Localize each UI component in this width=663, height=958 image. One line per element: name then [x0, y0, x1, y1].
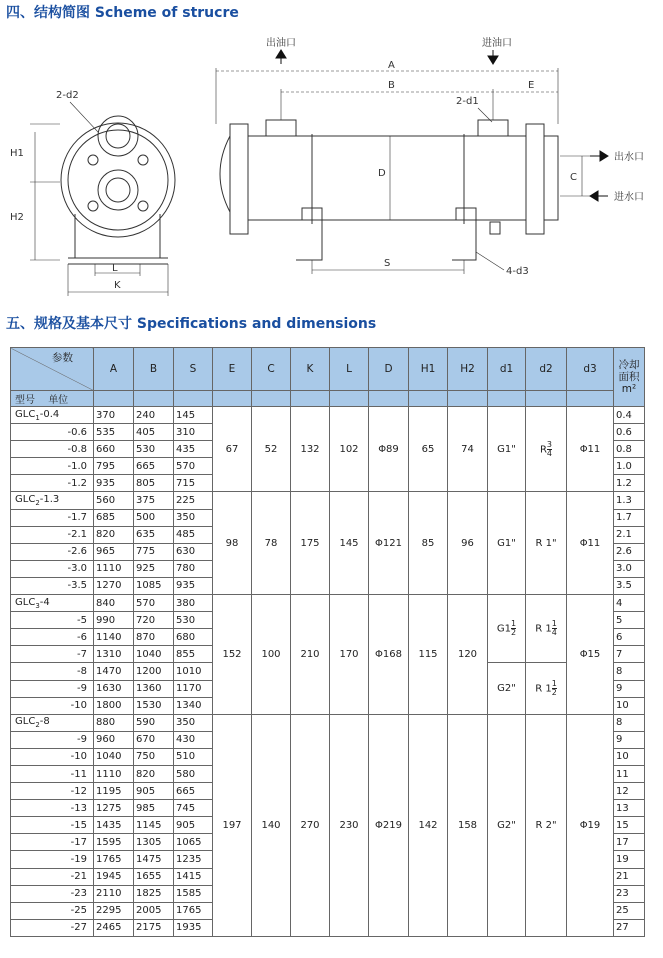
model-cell: -6: [11, 629, 94, 646]
cell-A: 1140: [94, 629, 134, 646]
cell-H2: 120: [448, 595, 488, 715]
fraction-denominator: 2: [551, 688, 557, 698]
col-H2: H2: [448, 348, 488, 391]
label-l: L: [112, 263, 118, 274]
cell-S: 1170: [174, 680, 213, 697]
model-cell: -23: [11, 885, 94, 902]
cell-B: 775: [134, 543, 174, 560]
cell-d3: Φ19: [567, 714, 614, 936]
cell-area: 23: [614, 885, 645, 902]
cell-d2: [526, 663, 567, 714]
col-D: D: [369, 348, 409, 391]
col-C: C: [252, 348, 291, 391]
cell-S: 510: [174, 748, 213, 765]
model-cell: -12: [11, 783, 94, 800]
cell-B: 2175: [134, 919, 174, 936]
model-cell: -1.2: [11, 475, 94, 492]
cell-A: 1765: [94, 851, 134, 868]
cell-B: 405: [134, 424, 174, 441]
cell-C: 78: [252, 492, 291, 595]
model-cell: -3.0: [11, 560, 94, 577]
section-heading-specs: 五、规格及基本尺寸 Specifications and dimensions: [6, 316, 377, 332]
unit-row: [11, 391, 645, 407]
cell-A: 935: [94, 475, 134, 492]
corner-unit: 单位: [48, 395, 69, 406]
label-2-d1: 2-d1: [456, 96, 479, 107]
model-cell: [11, 407, 94, 424]
cell-area: 9: [614, 731, 645, 748]
table-row: [11, 407, 645, 424]
cell-C: 52: [252, 407, 291, 492]
cell-A: 1595: [94, 834, 134, 851]
fraction-base: R: [539, 444, 547, 456]
model-cell: -0.8: [11, 441, 94, 458]
label-c: C: [570, 172, 577, 183]
cell-S: 225: [174, 492, 213, 509]
cell-S: 1340: [174, 697, 213, 714]
cell-S: 1765: [174, 902, 213, 919]
table-row: [11, 714, 645, 731]
cell-E: 98: [213, 492, 252, 595]
cell-B: 1655: [134, 868, 174, 885]
cell-B: 820: [134, 765, 174, 782]
fraction-numerator: 1: [551, 619, 557, 629]
cell-S: 780: [174, 560, 213, 577]
model-cell: -10: [11, 748, 94, 765]
col-L: L: [330, 348, 369, 391]
cell-area: 1.0: [614, 458, 645, 475]
cell-A: 1470: [94, 663, 134, 680]
col-B: B: [134, 348, 174, 391]
model-cell: -25: [11, 902, 94, 919]
col-S: S: [174, 348, 213, 391]
cell-A: 1195: [94, 783, 134, 800]
cell-B: 570: [134, 595, 174, 612]
cell-S: 380: [174, 595, 213, 612]
model-cell: -19: [11, 851, 94, 868]
cell-A: 560: [94, 492, 134, 509]
cell-d2: [526, 595, 567, 663]
model-subscript: 2: [35, 499, 40, 508]
cell-E: 197: [213, 714, 252, 936]
model-cell: -10: [11, 697, 94, 714]
cell-A: 660: [94, 441, 134, 458]
cell-area: 0.4: [614, 407, 645, 424]
cell-A: 1630: [94, 680, 134, 697]
cell-S: 1235: [174, 851, 213, 868]
side-view: [216, 68, 600, 274]
structure-drawing: [0, 24, 663, 314]
cell-A: 990: [94, 612, 134, 629]
label-b: B: [388, 80, 395, 91]
fraction: [552, 680, 557, 697]
label-oil-out: 出油口: [266, 38, 296, 49]
cell-area: 5: [614, 612, 645, 629]
model-cell: -27: [11, 919, 94, 936]
corner-param: 参数: [52, 352, 73, 364]
cell-area: 15: [614, 817, 645, 834]
cell-B: 1530: [134, 697, 174, 714]
cell-area: 25: [614, 902, 645, 919]
model-prefix: GLC: [15, 408, 36, 420]
cell-area: 9: [614, 680, 645, 697]
cell-B: 1200: [134, 663, 174, 680]
cell-K: 175: [291, 492, 330, 595]
cell-B: 665: [134, 458, 174, 475]
cell-d1: G2": [488, 663, 526, 714]
front-view: [30, 102, 175, 296]
cell-area: 3.0: [614, 560, 645, 577]
cell-S: 350: [174, 714, 213, 731]
model-prefix: GLC: [15, 494, 36, 506]
cell-S: 1065: [174, 834, 213, 851]
cell-B: 635: [134, 526, 174, 543]
cell-d2: R 1": [526, 492, 567, 595]
cell-D: Φ219: [369, 714, 409, 936]
cell-S: 1010: [174, 663, 213, 680]
model-cell: -11: [11, 765, 94, 782]
cell-S: 935: [174, 577, 213, 594]
model-cell: -1.7: [11, 509, 94, 526]
label-2-d2: 2-d2: [56, 90, 79, 101]
model-cell: -8: [11, 663, 94, 680]
model-suffix: -8: [39, 716, 50, 728]
cell-H1: 85: [409, 492, 448, 595]
cell-area: 4: [614, 595, 645, 612]
cell-B: 905: [134, 783, 174, 800]
cell-A: 2110: [94, 885, 134, 902]
cell-area: 8: [614, 714, 645, 731]
cell-L: 230: [330, 714, 369, 936]
cell-A: 1110: [94, 560, 134, 577]
model-cell: [11, 595, 94, 612]
cell-S: 530: [174, 612, 213, 629]
cell-S: 905: [174, 817, 213, 834]
cell-S: 665: [174, 783, 213, 800]
cell-S: 745: [174, 800, 213, 817]
front-view-labels: [10, 90, 121, 291]
cell-A: 1435: [94, 817, 134, 834]
cell-S: 680: [174, 629, 213, 646]
cell-A: 965: [94, 543, 134, 560]
col-d1: d1: [488, 348, 526, 391]
cell-H1: 65: [409, 407, 448, 492]
area-header-line3: m²: [621, 383, 637, 395]
cell-d1: G2": [488, 714, 526, 936]
label-a: A: [388, 60, 395, 71]
label-k: K: [114, 280, 121, 291]
cell-A: 840: [94, 595, 134, 612]
cell-E: 152: [213, 595, 252, 715]
cell-B: 805: [134, 475, 174, 492]
cell-B: 590: [134, 714, 174, 731]
cell-B: 1360: [134, 680, 174, 697]
cell-D: Φ168: [369, 595, 409, 715]
cell-area: 13: [614, 800, 645, 817]
cell-B: 1085: [134, 577, 174, 594]
fraction: [511, 620, 516, 637]
cell-A: 1945: [94, 868, 134, 885]
cell-C: 100: [252, 595, 291, 715]
label-d: D: [378, 168, 386, 179]
fraction-denominator: 4: [551, 628, 557, 638]
cell-B: 870: [134, 629, 174, 646]
model-subscript: 3: [35, 601, 40, 610]
corner-cell: [11, 348, 94, 391]
label-s: S: [384, 258, 391, 269]
fraction: [552, 620, 557, 637]
model-cell: -21: [11, 868, 94, 885]
model-cell: [11, 714, 94, 731]
cell-S: 430: [174, 731, 213, 748]
cell-d3: Φ15: [567, 595, 614, 715]
cell-d2: R 2": [526, 714, 567, 936]
cell-A: 1275: [94, 800, 134, 817]
cell-S: 1935: [174, 919, 213, 936]
fraction-base: R 1: [535, 683, 552, 695]
cell-area: 27: [614, 919, 645, 936]
cell-S: 145: [174, 407, 213, 424]
header-row: [11, 348, 645, 391]
cell-area: 11: [614, 765, 645, 782]
cell-B: 750: [134, 748, 174, 765]
model-cell: -9: [11, 731, 94, 748]
cell-S: 1585: [174, 885, 213, 902]
fraction-denominator: 4: [546, 448, 553, 458]
model-cell: -7: [11, 646, 94, 663]
model-cell: -13: [11, 800, 94, 817]
cell-S: 580: [174, 765, 213, 782]
cell-A: 370: [94, 407, 134, 424]
cell-area: 0.8: [614, 441, 645, 458]
cell-L: 102: [330, 407, 369, 492]
fraction-denominator: 2: [511, 628, 517, 638]
cell-area: 10: [614, 748, 645, 765]
model-cell: [11, 492, 94, 509]
cell-S: 350: [174, 509, 213, 526]
model-cell: -17: [11, 834, 94, 851]
section-heading-scheme: 四、结构简图 Scheme of strucre: [6, 5, 239, 21]
col-E: E: [213, 348, 252, 391]
cell-K: 210: [291, 595, 330, 715]
cell-A: 2295: [94, 902, 134, 919]
cell-area: 19: [614, 851, 645, 868]
cell-area: 12: [614, 783, 645, 800]
model-suffix: -0.4: [39, 408, 60, 420]
cell-B: 2005: [134, 902, 174, 919]
corner-model: 型号: [15, 395, 35, 406]
cell-area: 0.6: [614, 424, 645, 441]
cell-S: 1415: [174, 868, 213, 885]
model-cell: -5: [11, 612, 94, 629]
cell-B: 240: [134, 407, 174, 424]
cell-S: 435: [174, 441, 213, 458]
cell-B: 375: [134, 492, 174, 509]
cell-d1: G1": [488, 407, 526, 492]
model-cell: -15: [11, 817, 94, 834]
area-header-line2: 面积: [618, 371, 640, 383]
model-cell: -0.6: [11, 424, 94, 441]
cell-d3: Φ11: [567, 492, 614, 595]
model-subscript: 1: [35, 413, 40, 422]
cell-area: 6: [614, 629, 645, 646]
cell-area: 2.1: [614, 526, 645, 543]
cell-area: 2.6: [614, 543, 645, 560]
cell-A: 880: [94, 714, 134, 731]
cell-A: 1800: [94, 697, 134, 714]
cell-d2: [526, 407, 567, 492]
cell-area: 1.3: [614, 492, 645, 509]
label-h1: H1: [10, 148, 24, 159]
cell-d1: [488, 595, 526, 663]
cell-H2: 96: [448, 492, 488, 595]
cell-B: 1040: [134, 646, 174, 663]
fraction-base: G1: [496, 623, 512, 635]
model-cell: -9: [11, 680, 94, 697]
model-cell: -2.1: [11, 526, 94, 543]
col-A: A: [94, 348, 134, 391]
cell-S: 715: [174, 475, 213, 492]
model-prefix: GLC: [15, 716, 36, 728]
table-row: [11, 595, 645, 612]
fraction-numerator: 3: [546, 439, 553, 449]
cell-B: 500: [134, 509, 174, 526]
model-suffix: -1.3: [39, 494, 60, 506]
cell-A: 960: [94, 731, 134, 748]
cell-E: 67: [213, 407, 252, 492]
side-view-labels: [266, 36, 644, 277]
label-h2: H2: [10, 212, 24, 223]
cell-C: 140: [252, 714, 291, 936]
cell-L: 170: [330, 595, 369, 715]
cell-area: 17: [614, 834, 645, 851]
cell-A: 1270: [94, 577, 134, 594]
label-water-out: 出水口: [614, 152, 644, 163]
cell-A: 1040: [94, 748, 134, 765]
cell-H2: 74: [448, 407, 488, 492]
label-4-d3: 4-d3: [506, 266, 529, 277]
cell-S: 485: [174, 526, 213, 543]
cell-S: 570: [174, 458, 213, 475]
model-cell: -1.0: [11, 458, 94, 475]
model-suffix: -4: [39, 596, 50, 608]
cell-B: 925: [134, 560, 174, 577]
cell-A: 1110: [94, 765, 134, 782]
model-subscript: 2: [35, 721, 40, 730]
col-area: [614, 348, 645, 407]
cell-d1: G1": [488, 492, 526, 595]
cell-B: 1475: [134, 851, 174, 868]
table-row: [11, 492, 645, 509]
cell-S: 630: [174, 543, 213, 560]
spec-table: [10, 347, 645, 937]
area-header-line1: 冷却: [618, 359, 640, 371]
cell-K: 132: [291, 407, 330, 492]
cell-B: 1305: [134, 834, 174, 851]
cell-B: 530: [134, 441, 174, 458]
label-oil-in: 进油口: [482, 38, 512, 49]
col-H1: H1: [409, 348, 448, 391]
cell-S: 310: [174, 424, 213, 441]
cell-H1: 115: [409, 595, 448, 715]
cell-area: 10: [614, 697, 645, 714]
cell-area: 8: [614, 663, 645, 680]
cell-B: 720: [134, 612, 174, 629]
label-e: E: [528, 80, 535, 91]
cell-A: 535: [94, 424, 134, 441]
cell-area: 1.7: [614, 509, 645, 526]
cell-D: Φ89: [369, 407, 409, 492]
cell-L: 145: [330, 492, 369, 595]
fraction-numerator: 1: [551, 679, 557, 689]
cell-A: 795: [94, 458, 134, 475]
cell-B: 1145: [134, 817, 174, 834]
col-d3: d3: [567, 348, 614, 391]
col-d2: d2: [526, 348, 567, 391]
cell-H1: 142: [409, 714, 448, 936]
model-cell: -3.5: [11, 577, 94, 594]
col-K: K: [291, 348, 330, 391]
label-water-in: 进水口: [614, 192, 644, 203]
cell-A: 820: [94, 526, 134, 543]
model-cell: -2.6: [11, 543, 94, 560]
cell-S: 855: [174, 646, 213, 663]
cell-H2: 158: [448, 714, 488, 936]
cell-A: 685: [94, 509, 134, 526]
cell-B: 985: [134, 800, 174, 817]
cell-area: 7: [614, 646, 645, 663]
cell-area: 21: [614, 868, 645, 885]
cell-area: 1.2: [614, 475, 645, 492]
cell-A: 2465: [94, 919, 134, 936]
model-prefix: GLC: [15, 596, 36, 608]
fraction-base: R 1: [535, 623, 552, 635]
cell-area: 3.5: [614, 577, 645, 594]
cell-d3: Φ11: [567, 407, 614, 492]
cell-D: Φ121: [369, 492, 409, 595]
fraction-numerator: 1: [511, 619, 517, 629]
fraction: [547, 441, 552, 458]
cell-A: 1310: [94, 646, 134, 663]
cell-B: 1825: [134, 885, 174, 902]
cell-B: 670: [134, 731, 174, 748]
cell-K: 270: [291, 714, 330, 936]
